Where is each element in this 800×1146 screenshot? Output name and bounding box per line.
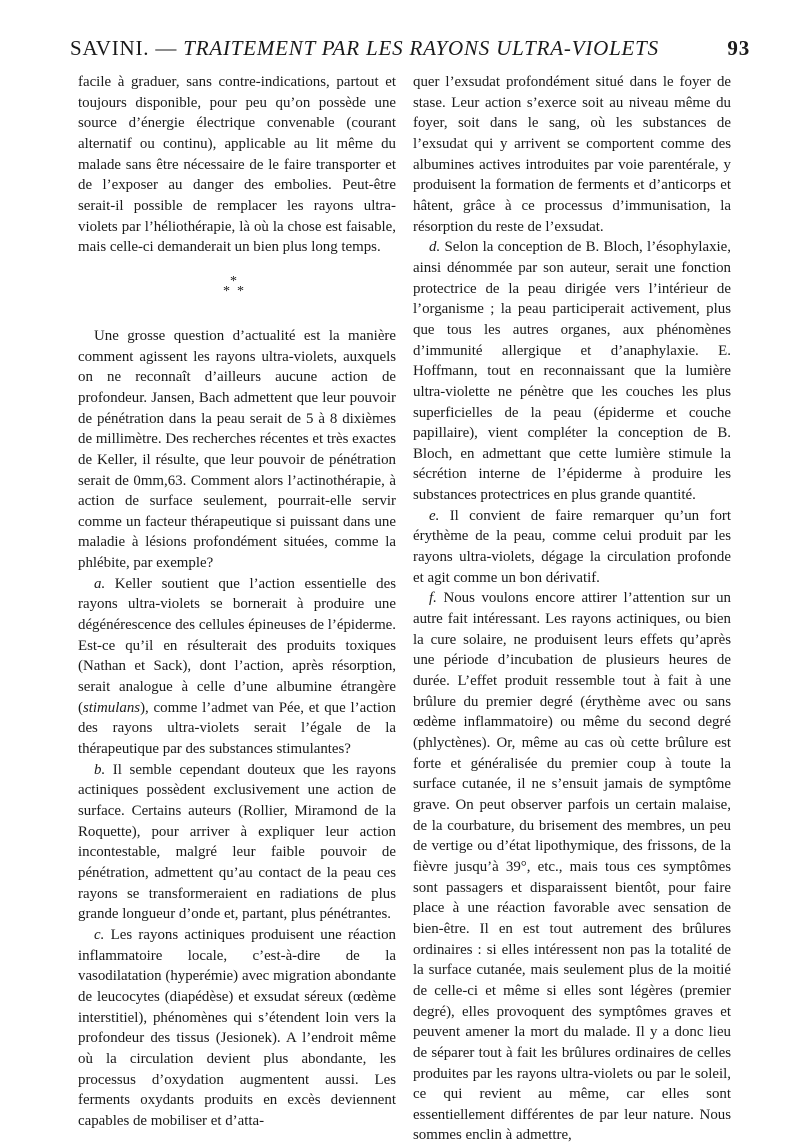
paragraph-e-text: Il convient de faire remarquer qu’un fort érythème de la peau, comme celui produit par les rayons ultra-violets, dégage la circulation profonde et agit comme un bon dérivatif.	[413, 507, 731, 586]
paragraph-e	[413, 506, 731, 589]
paragraph-c-text: Les rayons actiniques produisent une réaction inflammatoire locale, c’est-à-dire de la vasodilatation (hyperémie) avec migration abondante de leucocytes (diapédèse) et exsudat séreux (œdème interstitiel), phénomènes qui s’étendent loin vers la profondeur des tissus (Jesionek). A l’endroit même où la circulation devient plus abondante, les processus d’oxydation augmentent aussi. Les ferments oxydants produits en excès deviennent capables de mobiliser et d’atta-	[78, 926, 396, 1129]
asterisk: *	[237, 283, 244, 299]
paragraph-a-text-1: Keller soutient que l’action essentielle des rayons ultra-violets se bornerait à produire une dégénérescence des cellules épineuses de l’épiderme. Est-ce qu’il en résulterait des produits toxiques (Nathan et Sack), dont l’action, après résorption, serait analogue à celle d’une albumine étrangère (	[78, 575, 396, 716]
paragraph-continuation: quer l’exsudat profondément situé dans le foyer de stase. Leur action s’exerce soit au niveau même du foyer, soit dans le sang, où les substances de l’exsudat qui y arrivent se comportent comme des albumines actives introduites par voie parentérale, y produisent la formation de ferments et d’anticorps et hâtent, grâce à ce processus d’immunisation, la résorption du reste de l’exsudat.	[413, 74, 731, 235]
paragraph-b	[78, 760, 396, 925]
item-label-f: f.	[429, 590, 437, 607]
right-column	[413, 72, 731, 1146]
paragraph-f-text: Nous voulons encore attirer l’attention sur un autre fait intéressant. Les rayons actiniques, ou bien la cure solaire, ne produisent leurs effets qu’après une période d’incubation de plusieurs heures de durée. L’effet produit ressemble tout à fait à une brûlure du premier degré (érythème avec ou sans œdème inflammatoire) ou même du second degré (phlyctènes). Or, même au cas où cette brûlure est forte et généralisée du premier coup à toute la surface cutanée, il ne s’ensuit jamais de symptôme grave. On peut observer parfois un certain malaise, de la courbature, du brisement des membres, un peu de vertige ou d’état lipothymique, des frissons, de la fièvre jusqu’à 39°, etc., mais tous ces symptômes sont passagers et disparaissent bientôt, pour faire place à une réaction favorable avec sensation de bien-être. Il en est tout autrement des brûlures ordinaires : si elles intéressent non pas la totalité de la surface cutanée, mais seulement plus de la moitié de celle-ci et même si elles sont légères (premier degré), elles provoquent des symptômes graves et peuvent amener la mort du malade. Il y a donc lieu de séparer tout à fait les brûlures ordinaires de celles produites par les rayons ultra-violets ou par le soleil, ce qui revient au même, car elles sont essentiellement différentes de par leur nature. Nous sommes enclin à admettre,	[413, 590, 731, 1144]
page-number: 93	[727, 36, 750, 60]
article-title: TRAITEMENT PAR LES RAYONS ULTRA-VIOLETS	[183, 36, 659, 60]
asterisk: *	[230, 273, 237, 289]
paragraph-continuation: facile à graduer, sans contre-indications, partout et toujours disponible, pour peu qu’on possède une source d’énergie électrique convenable (courant alternatif ou continu), applicable au lit même du malade sans être nécessaire de le faire transporter et de l’exposer au danger des embolies. Peut-être serait-il possible de remplacer les rayons ultra-violets par l’héliothérapie, là où la chose est faisable, mais celle-ci demanderait un bien plus long temps.	[78, 74, 396, 256]
paragraph-a-italic: stimulans	[82, 699, 141, 716]
author-name: SAVINI.	[70, 36, 150, 60]
item-label-d: d.	[429, 239, 441, 256]
paragraph-d-text: Selon la conception de B. Bloch, l’ésophylaxie, ainsi dénommée par son auteur, serait une fonction protectrice de la peau dirigée vers l’intérieur de l’organisme ; la peau participerait activement, plus que tous les autres organes, aux phénomènes d’immunité allergique et d’anaphylaxie. E. Hoffmann, tout en reconnaissant que la lumière ultra-violette ne pénètre que les couches les plus superficielles de la peau (épiderme et couche papillaire), vient compléter la conception de B. Bloch, en admettant que cette lumière stimule la sécrétion interne de l’épiderme à produire les substances protectrices en plus grande quantité.	[413, 239, 731, 504]
running-head	[70, 36, 750, 61]
paragraph-b-text: Il semble cependant douteux que les rayons actiniques possèdent exclusivement une action de surface. Certains auteurs (Rollier, Miramond de la Roquette), pour arriver à expliquer leur action incontestable, malgré leur faible pouvoir de pénétration, admettent qu’au contact de la peau ces rayons se transformeraient en radiations de plus grande longueur d’onde et, partant, plus pénétrantes.	[78, 761, 396, 923]
paragraph-c	[78, 925, 396, 1132]
asterisk: *	[223, 283, 230, 299]
header-dash: —	[155, 36, 178, 60]
left-column	[78, 72, 396, 1132]
asterism-separator	[78, 268, 396, 308]
item-label-e: e.	[429, 507, 440, 524]
paragraph-a	[78, 574, 396, 760]
item-label-a: a.	[94, 575, 106, 592]
item-label-c: c.	[94, 926, 105, 943]
paragraph-f	[413, 588, 731, 1146]
paragraph-a-text-2: ), comme l’admet van Pée, et que l’action des rayons ultra-violets serait l’égale de la thérapeutique par des substances stimulantes?	[78, 699, 396, 758]
paragraph-d	[413, 237, 731, 506]
item-label-b: b.	[94, 761, 106, 778]
paragraph-question: Une grosse question d’actualité est la manière comment agissent les rayons ultra-violets, auxquels on ne reconnaît d’ailleurs aucune action de profondeur. Jansen, Bach admettent que leur pouvoir de pénétration dans la peau serait de 5 à 8 dixièmes de millimètre. Des recherches récentes et très exactes de Keller, il résulte, que leur pouvoir de pénétration serait de 0mm,63. Comment alors l’actinothérapie, à action de surface seulement, pourrait-elle servir comme un facteur thérapeutique si puissant dans une maladie à lésions profondément situées, comme la phlébite, par exemple?	[78, 327, 396, 572]
